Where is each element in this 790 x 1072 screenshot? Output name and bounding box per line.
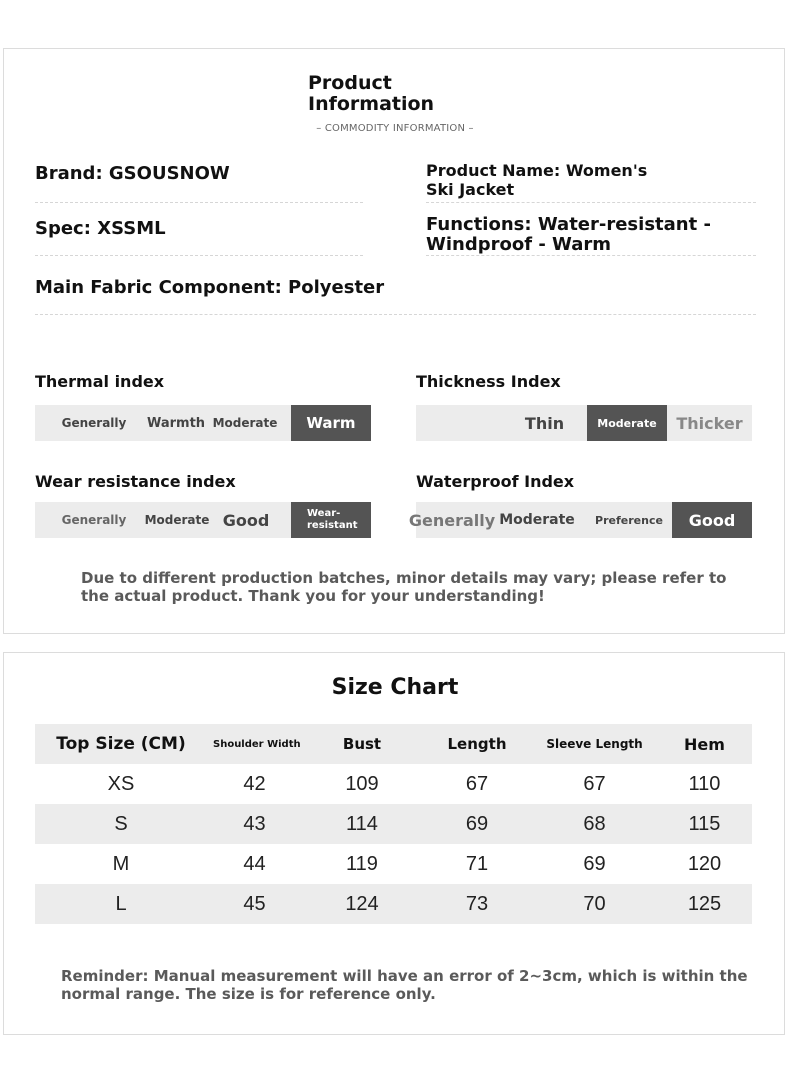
table-cell: 70 <box>532 884 657 924</box>
table-cell: 119 <box>346 852 378 875</box>
thickness-index-label: Thickness Index <box>416 372 561 391</box>
info-title: Product Information <box>308 72 435 115</box>
table-cell: XS <box>107 772 135 795</box>
thickness-index-segment: Thicker <box>676 413 743 433</box>
thermal-index-segment: Warmth <box>146 415 206 431</box>
measurement-reminder: Reminder: Manual measurement will have an error of 2~3cm, which is within the normal range. The size is for reference only. <box>61 967 748 1003</box>
thermal-index-label: Thermal index <box>35 372 165 391</box>
wear-resistance-index-segment-active: Wear-resistant <box>291 502 371 538</box>
waterproof-index-segment: Generally <box>408 510 496 530</box>
thickness-index-bar <box>416 405 752 441</box>
header-shoulder-width: Shoulder Width <box>207 724 302 764</box>
table-cell: 69 <box>583 852 606 875</box>
thickness-index-segment <box>416 405 502 441</box>
divider <box>35 255 363 256</box>
table-cell: 67 <box>465 772 489 795</box>
thickness-index-segment: Thin <box>524 413 565 433</box>
info-subtitle: – COMMODITY INFORMATION – <box>316 123 474 134</box>
divider <box>426 255 756 256</box>
table-cell: 124 <box>302 884 422 924</box>
table-cell: 43 <box>207 804 302 844</box>
header-bust: Bust <box>302 724 422 764</box>
size-chart-panel <box>3 652 785 1035</box>
wear-resistance-index-segment: Moderate <box>144 513 210 527</box>
wear-resistance-index-segment: Generally <box>61 513 127 527</box>
functions-field: Functions: Water-resistant - Windproof - Warm <box>426 214 711 255</box>
header-top-size: Top Size (CM) <box>35 724 207 764</box>
thermal-index-segment-active: Warm <box>291 405 371 441</box>
divider <box>35 314 756 315</box>
table-cell: L <box>35 884 207 924</box>
table-cell: 44 <box>243 852 266 875</box>
wear-resistance-index-segment: Good <box>222 510 270 530</box>
table-row <box>35 844 752 884</box>
divider <box>35 202 363 203</box>
wear-resistance-index-label: Wear resistance index <box>35 472 236 491</box>
table-cell: 110 <box>688 772 721 795</box>
waterproof-index-segment-active: Good <box>672 502 752 538</box>
table-cell: M <box>112 852 130 875</box>
table-cell: 73 <box>422 884 532 924</box>
header-sleeve-length: Sleeve Length <box>532 724 657 764</box>
product-information-panel <box>3 48 785 634</box>
waterproof-index-segment: Preference <box>595 513 663 527</box>
thermal-index-segment: Generally <box>61 416 127 430</box>
table-cell: 115 <box>657 804 752 844</box>
size-chart-title: Size Chart <box>331 675 459 700</box>
waterproof-index-bar <box>408 502 752 538</box>
product-name-field: Product Name: Women's Ski Jacket <box>426 161 648 199</box>
table-cell: 125 <box>657 884 752 924</box>
size-table <box>35 724 752 924</box>
table-cell: 114 <box>302 804 422 844</box>
batch-note: Due to different production batches, minor details may vary; please refer to the actual product. Thank you for your understanding! <box>81 569 727 605</box>
table-cell: 71 <box>465 852 489 875</box>
table-cell: 45 <box>207 884 302 924</box>
header-hem: Hem <box>657 724 752 764</box>
thermal-index-bar <box>35 405 371 441</box>
brand-field: Brand: GSOUSNOW <box>35 163 230 184</box>
waterproof-index-segment: Moderate <box>499 512 575 528</box>
thickness-index-segment-active: Moderate <box>587 405 667 441</box>
table-cell: 120 <box>687 852 722 875</box>
waterproof-index-label: Waterproof Index <box>416 472 575 491</box>
table-cell: 67 <box>583 772 606 795</box>
table-cell: S <box>35 804 207 844</box>
wear-resistance-index-bar <box>35 502 371 538</box>
table-cell: 42 <box>243 772 266 795</box>
spec-field: Spec: XSSML <box>35 218 166 239</box>
table-cell: 68 <box>532 804 657 844</box>
table-row <box>35 764 752 804</box>
table-header-row <box>35 724 752 764</box>
table-cell: 109 <box>345 772 379 795</box>
table-row <box>35 884 752 924</box>
table-cell: 69 <box>422 804 532 844</box>
header-length: Length <box>422 724 532 764</box>
fabric-field: Main Fabric Component: Polyester <box>35 277 385 298</box>
thermal-index-segment: Moderate <box>212 416 278 430</box>
table-row <box>35 804 752 844</box>
divider <box>426 202 756 203</box>
